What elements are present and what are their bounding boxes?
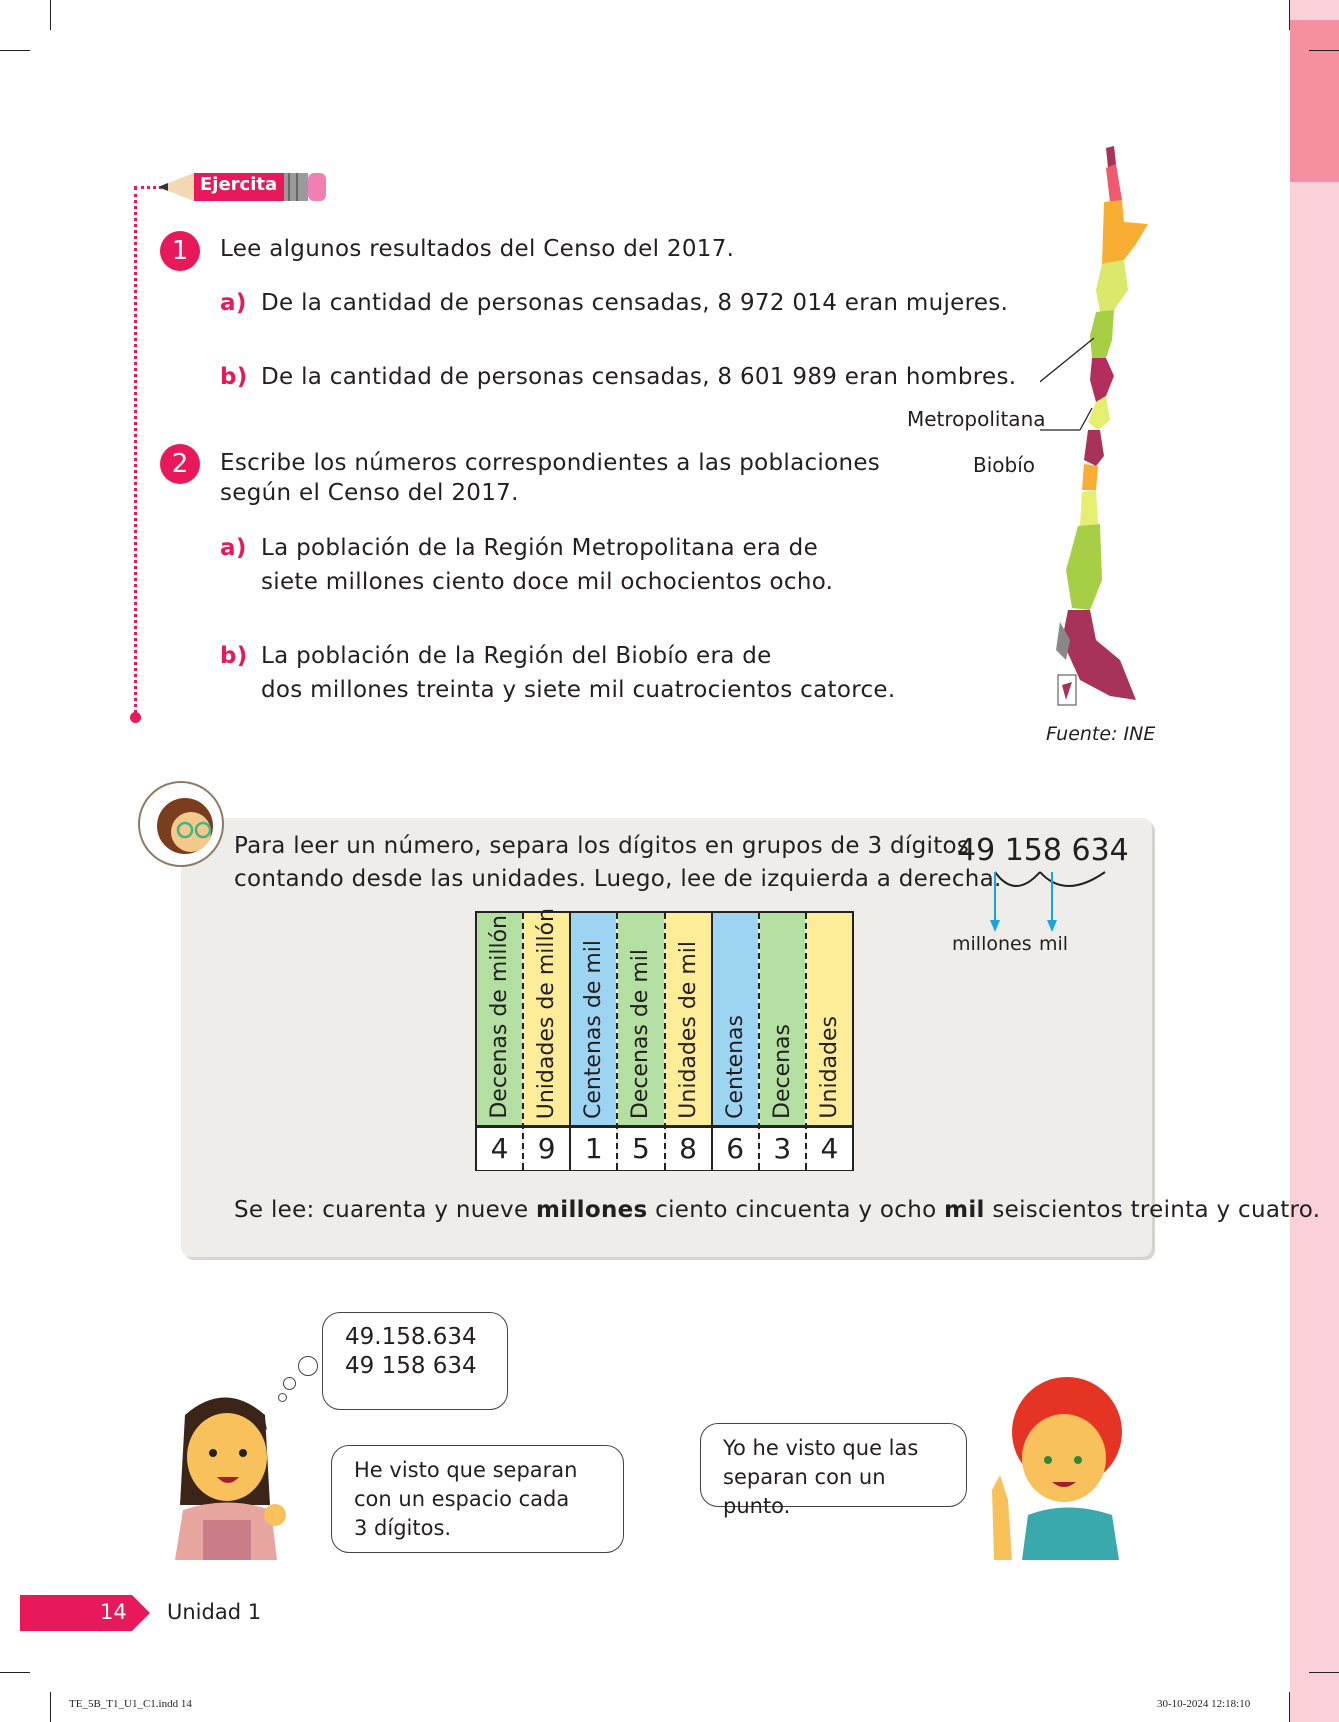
unit-label: Unidad 1 bbox=[167, 1600, 262, 1624]
column-header bbox=[477, 913, 522, 1128]
speech-line: He visto que separan bbox=[354, 1458, 578, 1482]
group-label-millones: millones bbox=[952, 933, 1032, 955]
exercise-prompt: Escribe los números correspondientes a las poblaciones bbox=[220, 450, 881, 476]
column-digit: 6 bbox=[713, 1128, 758, 1170]
info-text: contando desde las unidades. Luego, lee de izquierda a derecha. bbox=[234, 866, 1002, 892]
section-tag: Ejercita bbox=[200, 174, 278, 195]
crop-mark bbox=[1309, 1672, 1339, 1673]
reading-part: ciento cincuenta y ocho bbox=[647, 1197, 945, 1223]
column-digit: 1 bbox=[571, 1128, 616, 1170]
column-name: Unidades de millón bbox=[534, 907, 560, 1119]
item-text: siete millones ciento doce mil ochocientos ocho. bbox=[261, 569, 834, 595]
column-digit: 4 bbox=[477, 1128, 522, 1170]
teacher-avatar-icon bbox=[137, 780, 225, 868]
file-slug: TE_5B_T1_U1_C1.indd 14 bbox=[69, 1698, 192, 1710]
guide-end-dot bbox=[130, 712, 141, 723]
place-value-column bbox=[760, 913, 807, 1169]
column-name: Decenas de mil bbox=[628, 948, 654, 1119]
map-label-metropolitana: Metropolitana bbox=[907, 407, 1046, 431]
place-value-column bbox=[618, 913, 665, 1169]
example-number: 49 158 634 bbox=[957, 833, 1129, 868]
item-text: De la cantidad de personas censadas, 8 601 989 eran hombres. bbox=[261, 364, 1017, 390]
girl-character-icon bbox=[165, 1385, 295, 1560]
exercise-prompt: Lee algunos resultados del Censo del 2017. bbox=[220, 236, 735, 262]
place-value-column bbox=[477, 913, 524, 1169]
place-value-column bbox=[524, 907, 571, 1169]
grouping-arrows bbox=[985, 870, 1110, 935]
column-digit: 8 bbox=[666, 1128, 711, 1170]
girl-speech-bubble bbox=[331, 1445, 624, 1553]
side-strip-tab bbox=[1290, 20, 1339, 182]
map-source: Fuente: INE bbox=[1046, 723, 1156, 745]
thought-dot bbox=[298, 1356, 318, 1376]
dotted-guide bbox=[134, 187, 137, 719]
column-header bbox=[524, 907, 569, 1128]
crop-mark bbox=[1289, 1692, 1290, 1722]
chile-map bbox=[1040, 140, 1160, 725]
speech-line: con un espacio cada bbox=[354, 1487, 570, 1511]
item-text: La población de la Región Metropolitana era de bbox=[261, 535, 819, 561]
column-header bbox=[760, 913, 805, 1128]
item-label: a) bbox=[220, 535, 247, 561]
item-text: De la cantidad de personas censadas, 8 972 014 eran mujeres. bbox=[261, 290, 1009, 316]
item-text: dos millones treinta y siete mil cuatrocientos catorce. bbox=[261, 677, 896, 703]
thought-bubble bbox=[322, 1312, 508, 1410]
exercise-number: 2 bbox=[160, 444, 200, 484]
side-strip bbox=[1290, 0, 1339, 1722]
reading-part: seiscientos treinta y cuatro. bbox=[984, 1197, 1321, 1223]
crop-mark bbox=[50, 1692, 51, 1722]
reading-sentence bbox=[234, 1197, 1320, 1223]
column-digit: 5 bbox=[618, 1128, 663, 1170]
item-label: a) bbox=[220, 290, 247, 316]
column-name: Unidades de mil bbox=[675, 941, 701, 1119]
reading-bold: millones bbox=[536, 1197, 648, 1223]
reading-bold: mil bbox=[944, 1197, 985, 1223]
reading-part: Se lee: cuarenta y nueve bbox=[234, 1197, 537, 1223]
place-value-column bbox=[713, 913, 760, 1169]
boy-character-icon bbox=[982, 1370, 1127, 1560]
info-text: Para leer un número, separa los dígitos en grupos de 3 dígitos bbox=[234, 833, 970, 859]
column-digit: 3 bbox=[760, 1128, 805, 1170]
column-name: Unidades bbox=[816, 1016, 842, 1119]
crop-mark bbox=[50, 0, 51, 30]
exercise-prompt: según el Censo del 2017. bbox=[220, 480, 519, 506]
crop-mark bbox=[0, 1672, 30, 1673]
column-header bbox=[807, 913, 852, 1128]
column-header bbox=[618, 913, 663, 1128]
print-timestamp: 30-10-2024 12:18:10 bbox=[1157, 1698, 1251, 1710]
thought-line: 49.158.634 bbox=[345, 1324, 477, 1350]
place-value-table bbox=[475, 907, 854, 1171]
column-name: Decenas bbox=[769, 1024, 795, 1119]
item-label: b) bbox=[220, 364, 248, 390]
column-name: Centenas de mil bbox=[581, 939, 607, 1119]
speech-line: 3 dígitos. bbox=[354, 1516, 452, 1540]
crop-mark bbox=[0, 50, 30, 51]
place-value-column bbox=[571, 913, 618, 1169]
column-header bbox=[713, 913, 758, 1128]
speech-line: Yo he visto que las bbox=[723, 1436, 919, 1460]
item-text: La población de la Región del Biobío era de bbox=[261, 643, 772, 669]
column-header bbox=[571, 913, 616, 1128]
page-number-tab bbox=[20, 1595, 150, 1631]
page-number: 14 bbox=[100, 1600, 127, 1624]
column-digit: 9 bbox=[524, 1128, 569, 1170]
place-value-column bbox=[807, 913, 852, 1169]
speech-line: separan con un punto. bbox=[723, 1465, 886, 1518]
exercise-number: 1 bbox=[160, 231, 200, 271]
thought-line: 49 158 634 bbox=[345, 1353, 477, 1379]
map-label-biobio: Biobío bbox=[973, 453, 1036, 477]
item-label: b) bbox=[220, 643, 248, 669]
place-value-column bbox=[666, 913, 713, 1169]
group-label-mil: mil bbox=[1039, 933, 1069, 955]
column-header bbox=[666, 913, 711, 1128]
crop-mark bbox=[1309, 50, 1339, 51]
column-digit: 4 bbox=[807, 1128, 852, 1170]
column-name: Centenas bbox=[722, 1015, 748, 1119]
column-name: Decenas de millón bbox=[487, 915, 513, 1119]
crop-mark bbox=[1289, 0, 1290, 30]
boy-speech-bubble bbox=[700, 1423, 967, 1518]
